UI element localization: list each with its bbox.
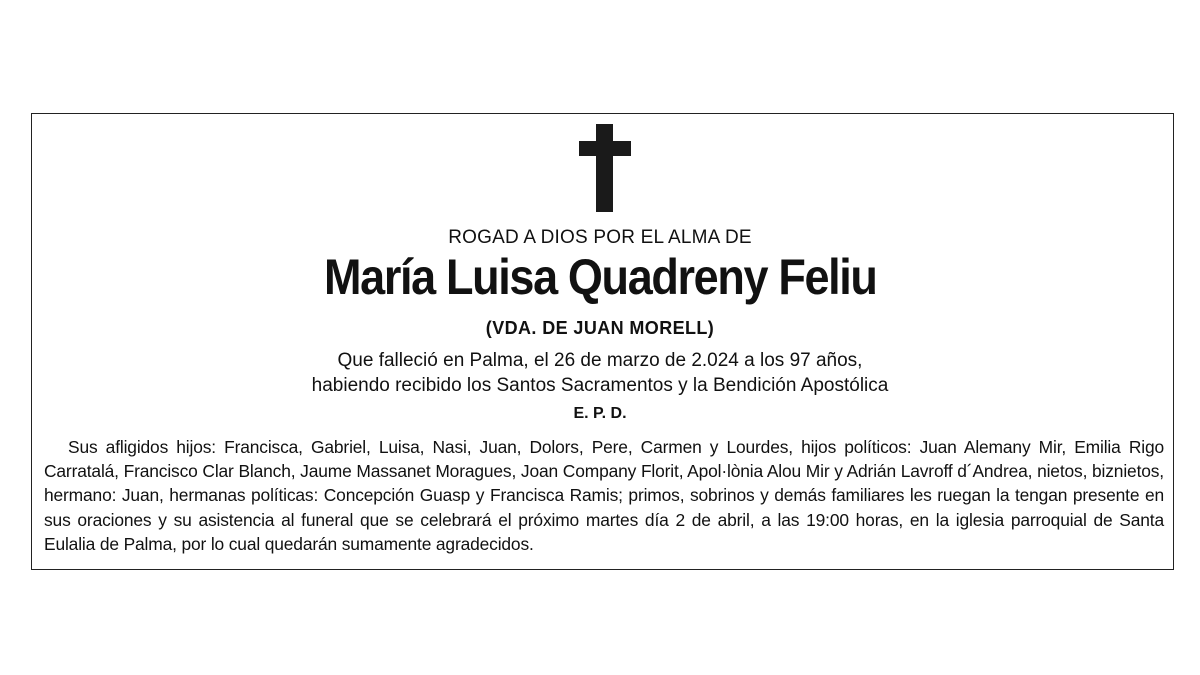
widow-of-text: (VDA. DE JUAN MORELL) xyxy=(485,318,715,338)
intro-text: ROGAD A DIOS POR EL ALMA DE xyxy=(448,227,752,248)
cross-horizontal-bar xyxy=(579,141,631,156)
deceased-name: María Luisa Quadreny Feliu xyxy=(324,249,877,305)
epd-text: E. P. D. xyxy=(573,405,627,422)
death-details-line-1: Que falleció en Palma, el 26 de marzo de 2.024 a los 97 años, xyxy=(337,350,863,371)
family-announcement-text: Sus afligidos hijos: Francisca, Gabriel, Luisa, Nasi, Juan, Dolors, Pere, Carmen y Lourdes, hijos políticos: Juan Alemany Mir, Emilia Rigo Carratalá, Francisco Clar Blanch, Jaume Massanet Moragues, Joan Company Florit, Apol·lònia Alou Mir y Adrián Lavroff d´Andrea, nietos, biznietos, hermano: Juan, hermanas políticas: Concepción Guasp y Francisca Ramis; primos, sobrinos y demás familiares les ruegan la tengan presente en sus oraciones y su asistencia al funeral que se celebrará el próximo martes día 2 de abril, a las 19:00 horas, en la iglesia parroquial de Santa Eulalia de Palma, por lo cual quedarán sumamente agradecidos. xyxy=(44,437,1164,554)
death-details-line-2: habiendo recibido los Santos Sacramentos y la Bendición Apostólica xyxy=(311,375,889,396)
cross-vertical-bar xyxy=(596,124,613,212)
cross-icon xyxy=(579,124,631,212)
